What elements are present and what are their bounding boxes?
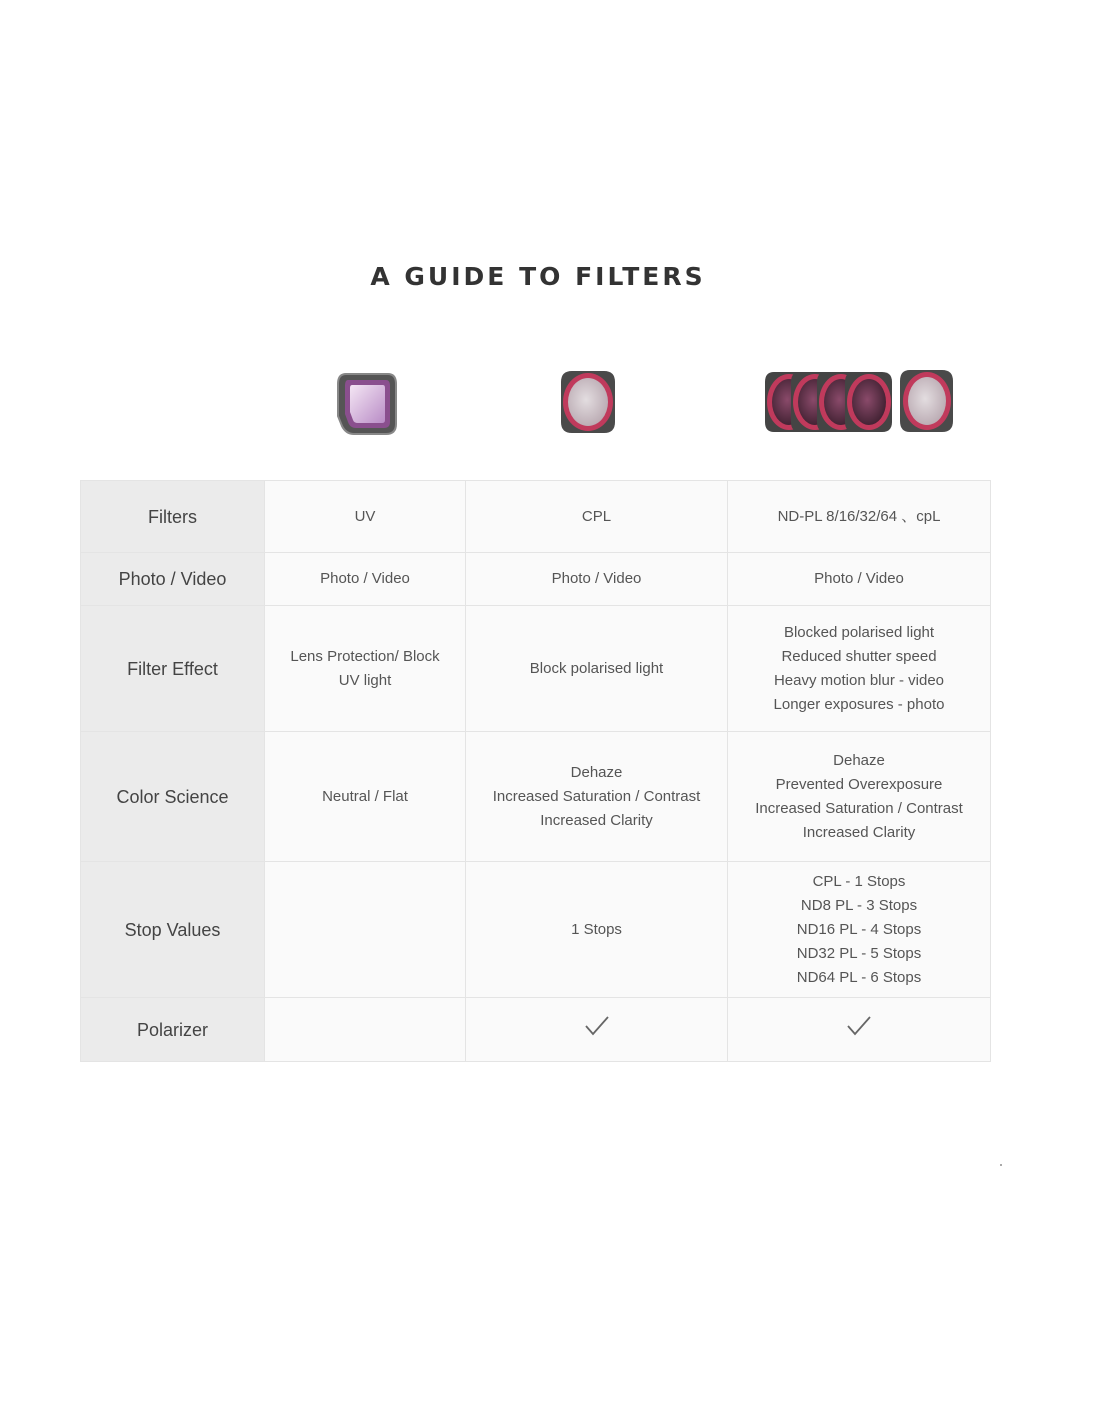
- filter-guide-table: [80, 480, 991, 1062]
- cell-line: Prevented Overexposure: [775, 775, 943, 793]
- row-label-stop-values: Stop Values: [81, 862, 265, 998]
- row-label-filter-effect: Filter Effect: [81, 606, 265, 732]
- table-row-filter-effect: [81, 606, 991, 732]
- cell-uv-name: UV: [265, 481, 466, 553]
- cell-line: Increased Clarity: [540, 811, 653, 829]
- cell-ndpl-filter-effect: [728, 606, 991, 732]
- cell-line: ND8 PL - 3 Stops: [800, 896, 918, 914]
- cell-line: Dehaze: [570, 763, 623, 781]
- cell-line: ND64 PL - 6 Stops: [796, 968, 922, 986]
- cell-cpl-name: CPL: [466, 481, 728, 553]
- cell-line: UV light: [338, 671, 392, 689]
- cell-uv-photo-video: Photo / Video: [265, 553, 466, 606]
- decorative-dot: [1000, 1164, 1002, 1166]
- table-row-color-science: [81, 732, 991, 862]
- cell-line: Increased Saturation / Contrast: [755, 799, 963, 817]
- cell-uv-polarizer: [265, 998, 466, 1062]
- cell-line: Reduced shutter speed: [781, 647, 937, 665]
- cell-line: Dehaze: [833, 751, 885, 769]
- cell-line: Blocked polarised light: [783, 623, 935, 641]
- table-row-polarizer: [81, 998, 991, 1062]
- cell-cpl-photo-video: Photo / Video: [466, 553, 728, 606]
- checkmark-icon: [584, 1015, 610, 1037]
- cell-line: Heavy motion blur - video: [773, 671, 945, 689]
- cell-line: 1 Stops: [571, 920, 622, 938]
- cell-ndpl-photo-video: Photo / Video: [728, 553, 991, 606]
- cell-ndpl-polarizer: [728, 998, 991, 1062]
- row-label-polarizer: Polarizer: [81, 998, 265, 1062]
- cell-cpl-polarizer: [466, 998, 728, 1062]
- cell-line: Longer exposures - photo: [773, 695, 945, 713]
- page-title: A GUIDE TO FILTERS: [370, 262, 706, 291]
- cell-line: Lens Protection/ Block: [290, 647, 440, 665]
- cell-uv-stop-values: [265, 862, 466, 998]
- cell-line: Neutral / Flat: [322, 787, 408, 805]
- cell-line: Increased Clarity: [802, 823, 916, 841]
- cell-ndpl-stop-values: [728, 862, 991, 998]
- cell-cpl-color-science: [466, 732, 728, 862]
- table-row-stop-values: [81, 862, 991, 998]
- cell-line: ND16 PL - 4 Stops: [796, 920, 922, 938]
- cell-line: Increased Saturation / Contrast: [492, 787, 701, 805]
- cell-uv-color-science: [265, 732, 466, 862]
- cell-cpl-filter-effect: [466, 606, 728, 732]
- row-label-color-science: Color Science: [81, 732, 265, 862]
- cell-uv-filter-effect: [265, 606, 466, 732]
- row-label-filters: Filters: [81, 481, 265, 553]
- cell-ndpl-color-science: [728, 732, 991, 862]
- nd-pl-filter-set-icon: [762, 366, 958, 438]
- table-row-photo-video: [81, 553, 991, 606]
- cell-line: ND32 PL - 5 Stops: [796, 944, 922, 962]
- cell-cpl-stop-values: [466, 862, 728, 998]
- checkmark-icon: [846, 1015, 872, 1037]
- cpl-filter-icon: [558, 368, 618, 436]
- cell-line: CPL - 1 Stops: [812, 872, 906, 890]
- cell-ndpl-name: ND-PL 8/16/32/64 、cpL: [728, 481, 991, 553]
- table-row-filters: [81, 481, 991, 553]
- cell-line: Block polarised light: [529, 659, 664, 677]
- uv-filter-icon: [336, 370, 398, 438]
- row-label-photo-video: Photo / Video: [81, 553, 265, 606]
